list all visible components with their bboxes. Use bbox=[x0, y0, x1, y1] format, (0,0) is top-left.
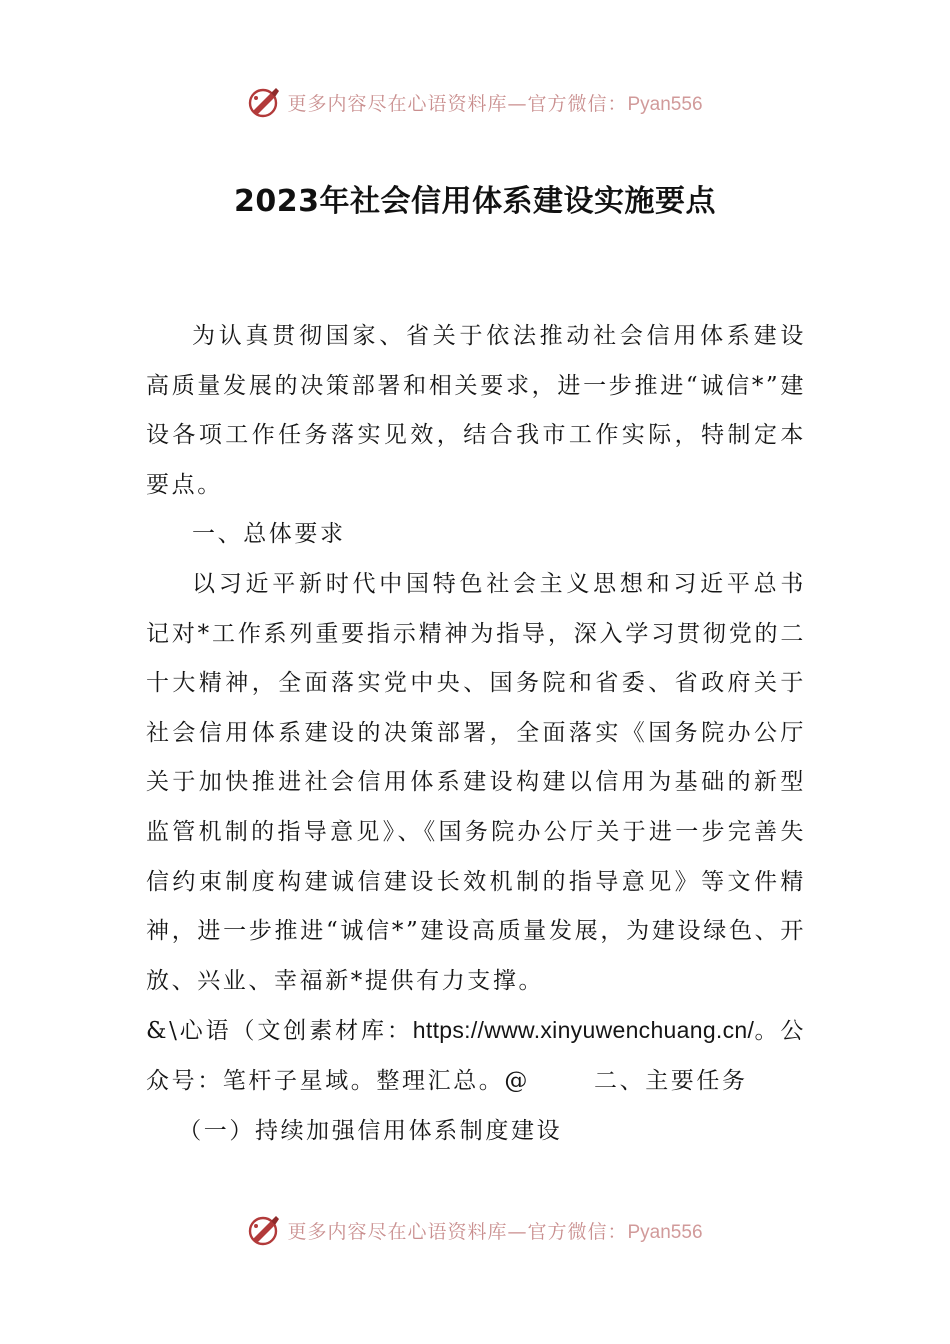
watermark-url: https://www.xinyuwenchuang.cn/ bbox=[412, 1017, 755, 1044]
section-heading-1: 一、总体要求 bbox=[192, 521, 346, 548]
footer-wechat-label: 官方微信： bbox=[527, 1220, 628, 1243]
guiding-principle-paragraph: 以习近平新时代中国特色社会主义思想和习近平总书记对*工作系列重要指示精神为指导，深入学习贯彻党的二十大精神，全面落实党中央、国务院和省委、省政府关于社会信用体系建设的决策部署，全面落实《国务院办公厅关于加快推进社会信用体系建设构建以信用为基础的新型监管机制的指导意见》、《国务院办公厅关于进一步完善失信约束制度构建诚信建设长效机制的指导意见》等文件精神，进一步推进“诚信*”建设高质量发展，为建设绿色、开放、兴业、幸福新*提供有力支撑。 bbox=[146, 570, 806, 994]
banner-text bbox=[287, 89, 702, 116]
subsection-heading-1: （一）持续加强信用体系制度建设 bbox=[178, 1117, 563, 1144]
watermark-prefix: &\心语（文创素材库： bbox=[146, 1018, 413, 1045]
banner-library-name: 更多内容尽在心语资料库 bbox=[287, 92, 508, 115]
footer-pen-logo-icon bbox=[247, 1213, 281, 1247]
document-title: 2023年社会信用体系建设实施要点 bbox=[234, 184, 716, 219]
section-heading-2: 二、主要任务 bbox=[594, 1067, 748, 1094]
intro-paragraph: 为认真贯彻国家、省关于依法推动社会信用体系建设高质量发展的决策部署和相关要求，进一步推进“诚信*”建设各项工作任务落实见效，结合我市工作实际，特制定本要点。 bbox=[146, 323, 806, 498]
watermark-suffix: 。公众号：笔杆子星域。整理汇总。@ bbox=[146, 1018, 806, 1094]
banner-dash: — bbox=[507, 92, 528, 115]
banner-inner bbox=[247, 85, 702, 119]
watermark-line bbox=[146, 1006, 806, 1106]
header-banner bbox=[0, 82, 950, 122]
footer-library-name: 更多内容尽在心语资料库 bbox=[287, 1220, 508, 1243]
footer-dash: — bbox=[507, 1220, 528, 1243]
pen-logo-icon bbox=[247, 85, 281, 119]
banner-wechat-id: Pyan556 bbox=[627, 93, 703, 115]
document-body bbox=[146, 312, 806, 1156]
banner-wechat-label: 官方微信： bbox=[527, 92, 628, 115]
footer-banner-text bbox=[287, 1217, 702, 1244]
footer-banner bbox=[0, 1210, 950, 1250]
footer-wechat-id: Pyan556 bbox=[627, 1221, 703, 1243]
footer-banner-inner bbox=[247, 1213, 702, 1247]
